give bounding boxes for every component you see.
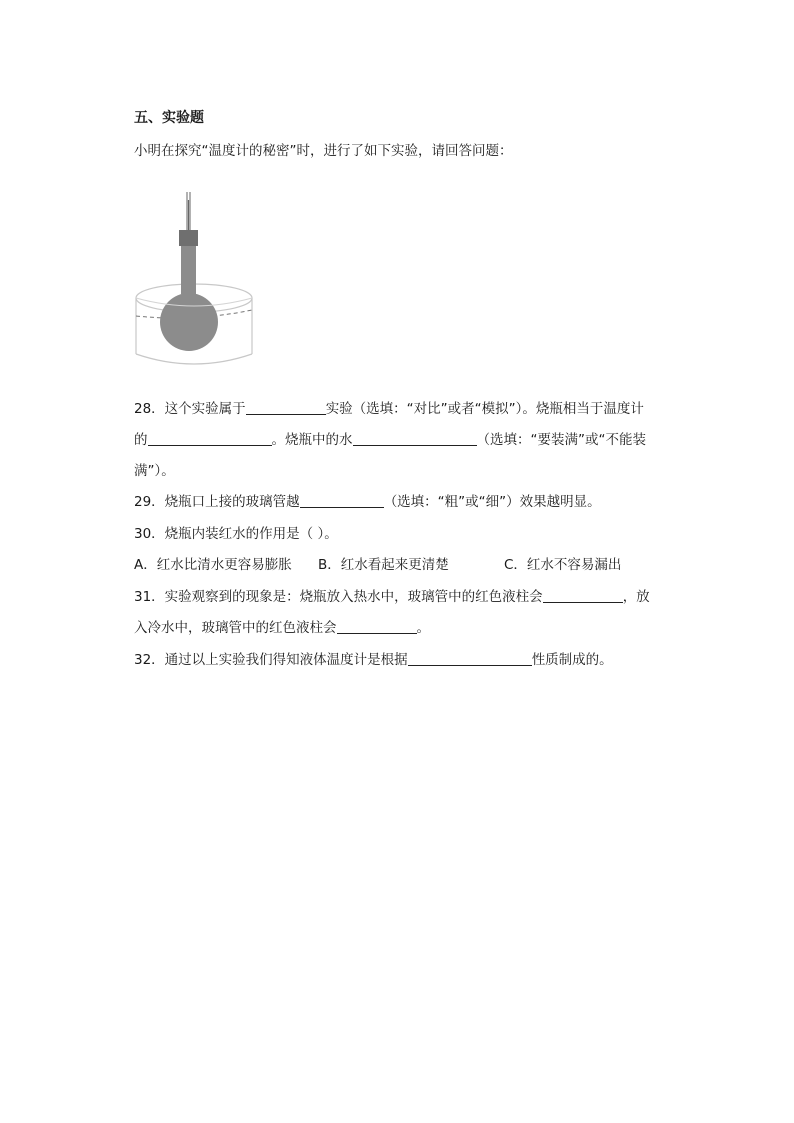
question-28-line-1: 28．这个实验属于 实验（选填：“对比”或者“模拟”）。烧瓶相当于温度计 [134,401,644,417]
question-31-line-2: 入冷水中，玻璃管中的红色液柱会 。 [134,620,430,636]
intro-text: 小明在探究“温度计的秘密”时，进行了如下实验，请回答问题： [134,143,513,159]
question-30-options [134,555,621,575]
q29-blank-tube[interactable] [300,493,384,508]
q28-blank-water-fill[interactable] [353,431,477,446]
q31-blank-hot-water[interactable] [543,588,623,603]
question-28-line-3: 满”）。 [134,463,175,479]
q31-blank-cold-water[interactable] [337,619,417,634]
question-32: 32．通过以上实验我们得知液体温度计是根据 性质制成的。 [134,652,613,668]
q32-blank-property[interactable] [408,651,532,666]
q30-option-a[interactable]: A．红水比清水更容易膨胀 [134,557,292,573]
question-29: 29．烧瓶口上接的玻璃管越 （选填：“粗”或“细”）效果越明显。 [134,494,601,510]
question-30-stem: 30．烧瓶内装红水的作用是（ ）。 [134,526,338,542]
question-28-line-2: 的 。烧瓶中的水 （选填：“要装满”或“不能装 [134,432,646,448]
question-31-line-1: 31．实验观察到的现象是：烧瓶放入热水中，玻璃管中的红色液柱会 ，放 [134,589,650,605]
section-title: 五、实验题 [134,110,204,126]
flask-thermometer-illustration [134,172,254,372]
q28-blank-experiment-type[interactable] [246,400,326,415]
q28-blank-flask-analogy[interactable] [148,431,272,446]
q30-option-c[interactable]: C．红水不容易漏出 [504,557,622,573]
q30-option-b[interactable]: B．红水看起来更清楚 [318,557,449,573]
